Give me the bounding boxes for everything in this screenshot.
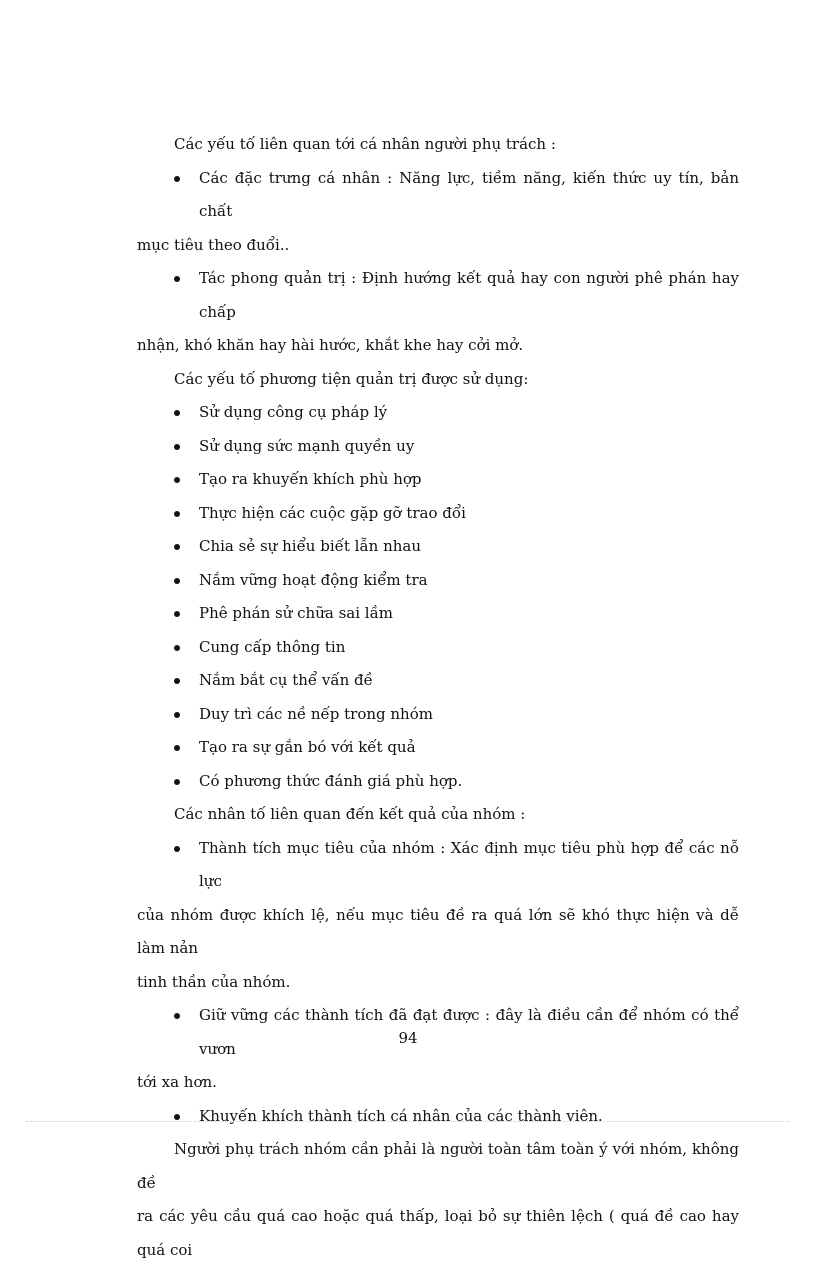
bullet-icon xyxy=(174,678,180,684)
bullet-text: Tác phong quản trị : Định hướng kết quả hay con người phê phán hay chấp xyxy=(199,269,739,321)
bullet-icon xyxy=(174,444,180,450)
bullet-icon xyxy=(174,779,180,785)
bullet-item xyxy=(137,765,739,799)
page-number: 94 xyxy=(398,1029,418,1047)
bullet-icon xyxy=(174,176,180,182)
bullet-item xyxy=(137,698,739,732)
bullet-text: Sử dụng sức mạnh quyền uy xyxy=(199,436,415,455)
bullet-icon xyxy=(174,846,180,852)
bullet-icon xyxy=(174,611,180,617)
bullet-item xyxy=(137,162,739,263)
bullet-text-continued: tinh thần của nhóm. xyxy=(137,972,291,991)
bullet-text: Thành tích mục tiêu của nhóm : Xác định mục tiêu phù hợp để các nỗ lực xyxy=(199,838,739,890)
page-bottom-divider xyxy=(26,1121,790,1122)
bullet-text: Chia sẻ sự hiểu biết lẫn nhau xyxy=(199,537,421,555)
section-heading: Các nhân tố liên quan đến kết quả của nhóm : xyxy=(174,805,526,823)
bullet-item xyxy=(137,597,739,631)
bullet-text: Tạo ra sự gắn bó với kết quả xyxy=(199,738,416,756)
bullet-item xyxy=(137,832,739,1000)
bullet-item xyxy=(137,497,739,531)
bullet-item xyxy=(137,1100,739,1134)
bullet-icon xyxy=(174,276,180,282)
bullet-text: Sử dụng công cụ pháp lý xyxy=(199,403,388,421)
closing-paragraph-line: Người phụ trách nhóm cần phải là người toàn tâm toàn ý với nhóm, không đề xyxy=(137,1140,739,1192)
bullet-item xyxy=(137,564,739,598)
bullet-text-continued: của nhóm được khích lệ, nếu mục tiêu đề ra quá lớn sẽ khó thực hiện và dễ làm nản xyxy=(137,905,739,957)
bullet-text: Khuyến khích thành tích cá nhân của các thành viên. xyxy=(199,1106,603,1125)
bullet-text-continued: nhận, khó khăn hay hài hước, khắt khe hay cởi mở. xyxy=(137,336,524,354)
bullet-icon xyxy=(174,712,180,718)
bullet-icon xyxy=(174,1013,180,1019)
bullet-icon xyxy=(174,511,180,517)
bullet-text: Thực hiện các cuộc gặp gỡ trao đổi xyxy=(199,503,466,522)
bullet-icon xyxy=(174,477,180,483)
bullet-item xyxy=(137,396,739,430)
bullet-item xyxy=(137,731,739,765)
bullet-icon xyxy=(174,1114,180,1120)
bullet-icon xyxy=(174,544,180,550)
bullet-text-continued: mục tiêu theo đuổi.. xyxy=(137,235,290,254)
bullet-icon xyxy=(174,645,180,651)
bullet-text: Các đặc trưng cá nhân : Năng lực, tiềm năng, kiến thức uy tín, bản chất xyxy=(199,168,739,220)
page-body xyxy=(137,128,739,1267)
bullet-item xyxy=(137,463,739,497)
bullet-icon xyxy=(174,410,180,416)
bullet-text: Phê phán sử chữa sai lầm xyxy=(199,604,394,622)
bullet-text-continued: tới xa hơn. xyxy=(137,1073,217,1091)
bullet-text: Nắm bắt cụ thể vấn đề xyxy=(199,671,373,689)
section-heading: Các yếu tố liên quan tới cá nhân người phụ trách : xyxy=(174,135,556,153)
bullet-item xyxy=(137,664,739,698)
bullet-item xyxy=(137,631,739,665)
bullet-text: Nắm vững hoạt động kiểm tra xyxy=(199,570,428,589)
bullet-icon xyxy=(174,578,180,584)
bullet-text: Giữ vững các thành tích đã đạt được : đây là điều cần để nhóm có thể vươn xyxy=(199,1006,739,1058)
bullet-item xyxy=(137,999,739,1100)
bullet-item xyxy=(137,530,739,564)
bullet-icon xyxy=(174,745,180,751)
bullet-item xyxy=(137,262,739,363)
closing-paragraph-line: ra các yêu cầu quá cao hoặc quá thấp, loại bỏ sự thiên lệch ( quá đề cao hay quá coi xyxy=(137,1207,739,1259)
bullet-text: Cung cấp thông tin xyxy=(199,637,346,656)
bullet-text: Duy trì các nề nếp trong nhóm xyxy=(199,704,433,723)
bullet-text: Tạo ra khuyến khích phù hợp xyxy=(199,470,422,488)
bullet-item xyxy=(137,430,739,464)
bullet-text: Có phương thức đánh giá phù hợp. xyxy=(199,771,463,790)
section-heading: Các yếu tố phương tiện quản trị được sử dụng: xyxy=(174,369,529,388)
